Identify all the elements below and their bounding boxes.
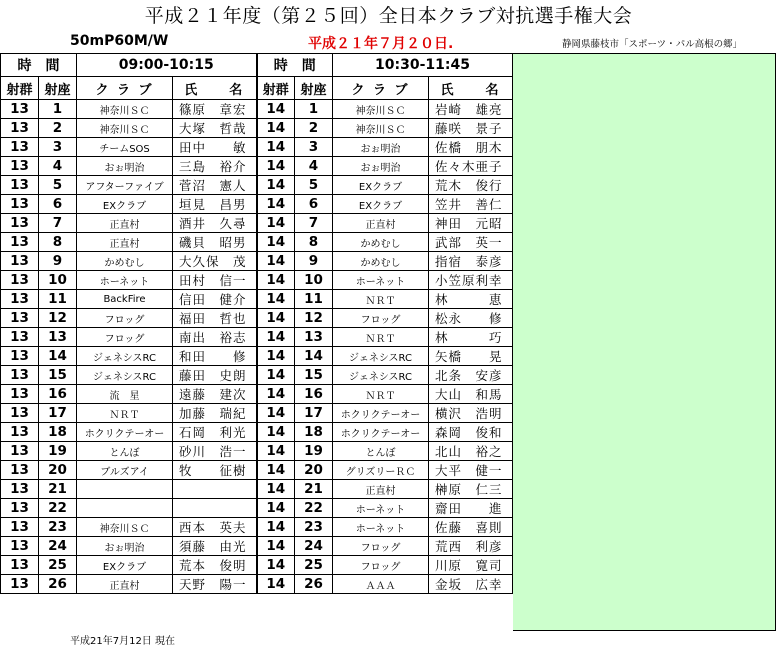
lane-cell: 10 (39, 271, 77, 290)
club-cell: とんぼ (77, 442, 173, 461)
table-row (1, 556, 513, 575)
lane-cell: 19 (295, 442, 333, 461)
time-value-2: 10:30-11:45 (333, 54, 513, 77)
lane-cell: 14 (39, 347, 77, 366)
lane-cell: 13 (39, 328, 77, 347)
group-cell: 13 (1, 461, 39, 480)
name-cell: 垣見 昌男 (173, 195, 257, 214)
name-cell: 北条 安彦 (429, 366, 513, 385)
header-lane: 射座 (295, 77, 333, 100)
header-lane: 射座 (39, 77, 77, 100)
name-cell: 信田 健介 (173, 290, 257, 309)
club-cell: EXクラブ (333, 176, 429, 195)
group-cell: 13 (1, 499, 39, 518)
club-cell: かめむし (333, 252, 429, 271)
table-row (1, 176, 513, 195)
club-cell: アフターファイブ (77, 176, 173, 195)
lane-cell: 18 (295, 423, 333, 442)
lane-cell: 12 (295, 309, 333, 328)
club-cell: EXクラブ (77, 556, 173, 575)
table-row (1, 138, 513, 157)
group-cell: 13 (1, 556, 39, 575)
name-cell: 石岡 利光 (173, 423, 257, 442)
lane-cell: 21 (295, 480, 333, 499)
lane-cell: 5 (295, 176, 333, 195)
club-cell: ホーネット (77, 271, 173, 290)
club-cell: ジェネシスRC (333, 366, 429, 385)
name-cell: 荒西 利彦 (429, 537, 513, 556)
club-cell: おぉ明治 (77, 157, 173, 176)
lane-cell: 18 (39, 423, 77, 442)
group-cell: 14 (257, 271, 295, 290)
table-row (1, 233, 513, 252)
group-cell: 14 (257, 423, 295, 442)
group-cell: 13 (1, 176, 39, 195)
name-cell: 田村 信一 (173, 271, 257, 290)
lane-cell: 23 (295, 518, 333, 537)
lane-cell: 22 (295, 499, 333, 518)
name-cell: 篠原 章宏 (173, 100, 257, 119)
lane-cell: 6 (295, 195, 333, 214)
club-cell: 流 星 (77, 385, 173, 404)
club-cell: EXクラブ (77, 195, 173, 214)
group-cell: 13 (1, 195, 39, 214)
club-cell: 神奈川ＳＣ (333, 100, 429, 119)
club-cell: ＮＲＴ (77, 404, 173, 423)
group-cell: 13 (1, 233, 39, 252)
time-row (1, 54, 513, 77)
club-cell (77, 499, 173, 518)
lane-cell: 16 (295, 385, 333, 404)
club-cell: ＮＲＴ (333, 385, 429, 404)
lane-cell: 3 (39, 138, 77, 157)
name-cell: 田中 敏 (173, 138, 257, 157)
club-cell: フロッグ (333, 556, 429, 575)
club-cell: おぉ明治 (333, 138, 429, 157)
group-cell: 13 (1, 119, 39, 138)
table-row (1, 309, 513, 328)
table-row (1, 499, 513, 518)
club-cell: ホーネット (333, 518, 429, 537)
group-cell: 14 (257, 100, 295, 119)
name-cell: 遠藤 建次 (173, 385, 257, 404)
name-cell: 神田 元昭 (429, 214, 513, 233)
name-cell: 小笠原利幸 (429, 271, 513, 290)
group-cell: 13 (1, 138, 39, 157)
club-cell: 正直村 (77, 575, 173, 594)
club-cell: ホクリクテーオー (333, 423, 429, 442)
lane-cell: 3 (295, 138, 333, 157)
lane-cell: 11 (39, 290, 77, 309)
name-cell: 磯貝 昭男 (173, 233, 257, 252)
lane-cell: 9 (39, 252, 77, 271)
lane-cell: 14 (295, 347, 333, 366)
name-cell (173, 480, 257, 499)
group-cell: 13 (1, 404, 39, 423)
header-name: 氏 名 (173, 77, 257, 100)
lane-cell: 24 (295, 537, 333, 556)
lane-cell: 25 (295, 556, 333, 575)
lane-cell: 21 (39, 480, 77, 499)
lane-cell: 17 (39, 404, 77, 423)
name-cell: 武部 英一 (429, 233, 513, 252)
club-cell: ホクリクテーオー (77, 423, 173, 442)
club-cell: ホーネット (333, 271, 429, 290)
table-row (1, 100, 513, 119)
group-cell: 14 (257, 404, 295, 423)
name-cell: 北山 裕之 (429, 442, 513, 461)
name-cell: 酒井 久尋 (173, 214, 257, 233)
group-cell: 13 (1, 328, 39, 347)
club-cell: フロッグ (333, 309, 429, 328)
club-cell: BackFire (77, 290, 173, 309)
group-cell: 14 (257, 233, 295, 252)
header-group: 射群 (1, 77, 39, 100)
table-row (1, 214, 513, 233)
group-cell: 13 (1, 537, 39, 556)
table-row (1, 252, 513, 271)
header-group: 射群 (257, 77, 295, 100)
table-row (1, 328, 513, 347)
lane-cell: 20 (295, 461, 333, 480)
group-cell: 14 (257, 518, 295, 537)
group-cell: 14 (257, 366, 295, 385)
group-cell: 13 (1, 309, 39, 328)
lane-cell: 26 (295, 575, 333, 594)
name-cell: 砂川 浩一 (173, 442, 257, 461)
club-cell: 神奈川ＳＣ (77, 518, 173, 537)
header-name: 氏 名 (429, 77, 513, 100)
group-cell: 14 (257, 537, 295, 556)
name-cell: 川原 寛司 (429, 556, 513, 575)
group-cell: 14 (257, 385, 295, 404)
name-cell (173, 499, 257, 518)
lane-cell: 7 (295, 214, 333, 233)
club-cell: ホクリクテーオー (333, 404, 429, 423)
table-row (1, 347, 513, 366)
table-row (1, 537, 513, 556)
table-row (1, 423, 513, 442)
club-cell: フロッグ (333, 537, 429, 556)
club-cell: 神奈川ＳＣ (77, 100, 173, 119)
name-cell: 岩崎 雄亮 (429, 100, 513, 119)
name-cell: 大塚 哲哉 (173, 119, 257, 138)
page-title: 平成２１年度（第２５回）全日本クラブ対抗選手権大会 (144, 5, 633, 27)
club-cell: おぉ明治 (333, 157, 429, 176)
group-cell: 14 (257, 556, 295, 575)
club-cell: ブルズアイ (77, 461, 173, 480)
club-cell: おぉ明治 (77, 537, 173, 556)
group-cell: 14 (257, 461, 295, 480)
lane-cell: 20 (39, 461, 77, 480)
name-cell: 三島 裕介 (173, 157, 257, 176)
club-cell: 正直村 (77, 214, 173, 233)
group-cell: 14 (257, 309, 295, 328)
table-row (1, 442, 513, 461)
as-of-date: 平成21年7月12日 現在 (70, 636, 175, 647)
name-cell: 笠井 善仁 (429, 195, 513, 214)
group-cell: 13 (1, 271, 39, 290)
lane-cell: 19 (39, 442, 77, 461)
name-cell: 加藤 瑞紀 (173, 404, 257, 423)
lane-cell: 1 (295, 100, 333, 119)
table-row (1, 157, 513, 176)
group-cell: 14 (257, 328, 295, 347)
name-cell: 横沢 浩明 (429, 404, 513, 423)
table-row (1, 575, 513, 594)
name-cell: 松永 修 (429, 309, 513, 328)
group-cell: 14 (257, 442, 295, 461)
club-cell: グリズリーＲＣ (333, 461, 429, 480)
group-cell: 14 (257, 252, 295, 271)
group-cell: 14 (257, 480, 295, 499)
lane-cell: 1 (39, 100, 77, 119)
club-cell: EXクラブ (333, 195, 429, 214)
table-row (1, 461, 513, 480)
group-cell: 13 (1, 290, 39, 309)
name-cell: 佐橋 朋木 (429, 138, 513, 157)
table-row (1, 480, 513, 499)
group-cell: 13 (1, 423, 39, 442)
side-panel (513, 53, 776, 631)
club-cell: 正直村 (77, 233, 173, 252)
club-cell: 正直村 (333, 214, 429, 233)
lane-cell: 8 (295, 233, 333, 252)
lane-cell: 24 (39, 537, 77, 556)
time-label-2: 時 間 (257, 54, 333, 77)
group-cell: 14 (257, 157, 295, 176)
club-cell: ジェネシスRC (77, 366, 173, 385)
lane-cell: 13 (295, 328, 333, 347)
name-cell: 大久保 茂 (173, 252, 257, 271)
group-cell: 14 (257, 195, 295, 214)
club-cell: ＮＲＴ (333, 290, 429, 309)
table-row (1, 404, 513, 423)
name-cell: 福田 哲也 (173, 309, 257, 328)
club-cell: ＡＡＡ (333, 575, 429, 594)
group-cell: 13 (1, 442, 39, 461)
group-cell: 14 (257, 214, 295, 233)
club-cell: かめむし (333, 233, 429, 252)
group-cell: 14 (257, 499, 295, 518)
name-cell: 牧 征樹 (173, 461, 257, 480)
club-cell: 神奈川ＳＣ (333, 119, 429, 138)
lane-cell: 10 (295, 271, 333, 290)
group-cell: 14 (257, 176, 295, 195)
club-cell: フロッグ (77, 309, 173, 328)
group-cell: 14 (257, 138, 295, 157)
name-cell: 指宿 泰彦 (429, 252, 513, 271)
header-club: ク ラ ブ (333, 77, 429, 100)
lane-cell: 25 (39, 556, 77, 575)
lane-cell: 22 (39, 499, 77, 518)
club-cell: ジェネシスRC (77, 347, 173, 366)
name-cell: 西本 英夫 (173, 518, 257, 537)
group-cell: 14 (257, 119, 295, 138)
name-cell: 荒本 俊明 (173, 556, 257, 575)
header-club: ク ラ ブ (77, 77, 173, 100)
club-cell: ＮＲＴ (333, 328, 429, 347)
lane-cell: 2 (295, 119, 333, 138)
shooting-schedule-table (0, 53, 513, 594)
name-cell: 林 恵 (429, 290, 513, 309)
name-cell: 大山 和馬 (429, 385, 513, 404)
table-row (1, 271, 513, 290)
club-cell: ホーネット (333, 499, 429, 518)
name-cell: 林 巧 (429, 328, 513, 347)
name-cell: 大平 健一 (429, 461, 513, 480)
lane-cell: 6 (39, 195, 77, 214)
lane-cell: 8 (39, 233, 77, 252)
name-cell: 荒木 俊行 (429, 176, 513, 195)
lane-cell: 9 (295, 252, 333, 271)
lane-cell: 15 (39, 366, 77, 385)
group-cell: 13 (1, 518, 39, 537)
group-cell: 14 (257, 347, 295, 366)
name-cell: 菅沼 憲人 (173, 176, 257, 195)
lane-cell: 11 (295, 290, 333, 309)
group-cell: 13 (1, 252, 39, 271)
lane-cell: 23 (39, 518, 77, 537)
lane-cell: 15 (295, 366, 333, 385)
name-cell: 矢橋 晃 (429, 347, 513, 366)
club-cell: 神奈川ＳＣ (77, 119, 173, 138)
club-cell: チームSOS (77, 138, 173, 157)
group-cell: 13 (1, 480, 39, 499)
club-cell: フロッグ (77, 328, 173, 347)
event-info (0, 31, 777, 53)
table-row (1, 119, 513, 138)
lane-cell: 26 (39, 575, 77, 594)
group-cell: 14 (257, 575, 295, 594)
club-cell (77, 480, 173, 499)
group-cell: 13 (1, 347, 39, 366)
group-cell: 13 (1, 214, 39, 233)
club-cell: 正直村 (333, 480, 429, 499)
name-cell: 和田 修 (173, 347, 257, 366)
name-cell: 藤咲 景子 (429, 119, 513, 138)
header-row (1, 77, 513, 100)
lane-cell: 5 (39, 176, 77, 195)
table-row (1, 290, 513, 309)
club-cell: ジェネシスRC (333, 347, 429, 366)
table-row (1, 366, 513, 385)
name-cell: 森岡 俊和 (429, 423, 513, 442)
event-date: 平成２１年７月２０日. (308, 36, 454, 52)
lane-cell: 16 (39, 385, 77, 404)
lane-cell: 7 (39, 214, 77, 233)
group-cell: 13 (1, 366, 39, 385)
event-code: 50mP60M/W (70, 33, 169, 49)
name-cell: 齋田 進 (429, 499, 513, 518)
name-cell: 佐々木亜子 (429, 157, 513, 176)
lane-cell: 12 (39, 309, 77, 328)
name-cell: 佐藤 喜則 (429, 518, 513, 537)
time-value-1: 09:00-10:15 (77, 54, 257, 77)
group-cell: 13 (1, 157, 39, 176)
lane-cell: 4 (39, 157, 77, 176)
name-cell: 南出 裕志 (173, 328, 257, 347)
name-cell: 金坂 広幸 (429, 575, 513, 594)
lane-cell: 4 (295, 157, 333, 176)
time-label-1: 時 間 (1, 54, 77, 77)
club-cell: かめむし (77, 252, 173, 271)
table-row (1, 195, 513, 214)
name-cell: 須藤 由光 (173, 537, 257, 556)
name-cell: 藤田 史朗 (173, 366, 257, 385)
group-cell: 13 (1, 100, 39, 119)
table-row (1, 518, 513, 537)
group-cell: 13 (1, 385, 39, 404)
club-cell: とんぼ (333, 442, 429, 461)
lane-cell: 2 (39, 119, 77, 138)
lane-cell: 17 (295, 404, 333, 423)
event-venue: 静岡県藤枝市「スポーツ・パル高根の郷」 (562, 39, 743, 50)
group-cell: 13 (1, 575, 39, 594)
name-cell: 天野 陽一 (173, 575, 257, 594)
name-cell: 榊原 仁三 (429, 480, 513, 499)
group-cell: 14 (257, 290, 295, 309)
table-row (1, 385, 513, 404)
